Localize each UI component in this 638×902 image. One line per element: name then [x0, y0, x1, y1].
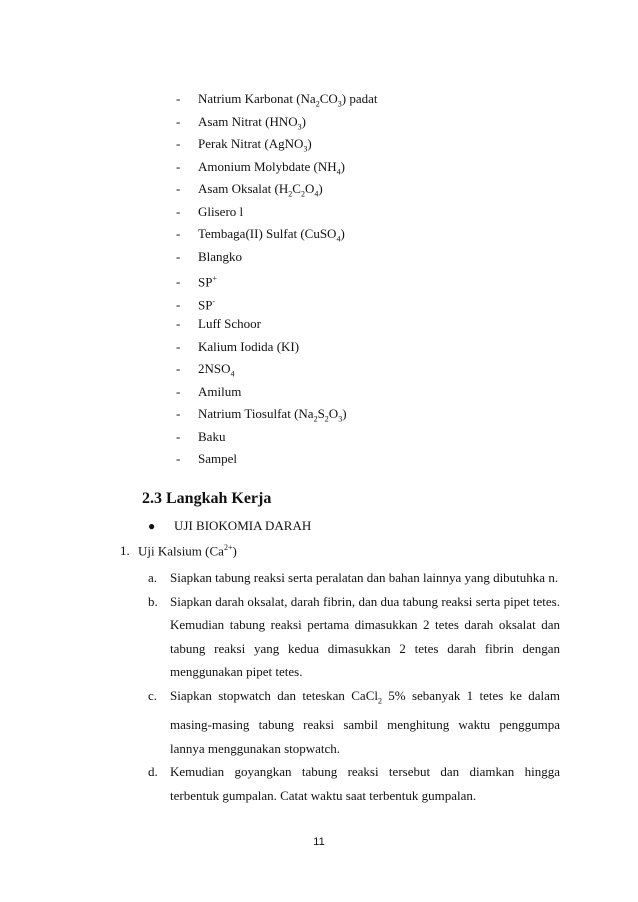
list-item: - Tembaga(II) Sulfat (CuSO$_4$) — [176, 226, 345, 244]
list-item: b. Siapkan darah oksalat, darah fibrin, dan dua tabung reaksi serta pipet tetes. Kemudian tabung reaksi pertama dimasukkan 2 tetes darah oksalat dan tabung reaksi yang kedua dimasukkan 2 tetes darah fibrin dengan menggunakan pipet tetes. — [148, 593, 560, 680]
list-item: - Blangko — [176, 248, 243, 264]
numbered-item: 1. Uji Kalsium $(Ca^{2+})$ — [120, 543, 237, 559]
list-item: - Amonium Molybdate $(NH_4)$ — [176, 158, 345, 177]
list-item: - Sampel — [176, 451, 237, 466]
page-number: 11 — [313, 836, 325, 848]
list-item: - SP- — [176, 296, 216, 312]
list-item: - Natrium Tiosulfat $(Na_2S_2O_3)$ — [176, 406, 347, 424]
list-item: - Baku — [176, 428, 226, 444]
list-item: c. Siapkan stopwatch dan teteskan CaCl$_2$ 5% sebanyak 1 tetes ke dalam masing-masing tabung reaksi sambil menghitung waktu penggumpa lannya menggunakan stopwatch. — [148, 687, 560, 756]
list-item: - Amilum — [176, 383, 242, 399]
list-item: - Luff Schoor — [176, 316, 261, 331]
procedure-steps — [148, 566, 560, 808]
list-item: a. Siapkan tabung reaksi serta peralatan dan bahan lainnya yang dibutuhka n. — [148, 570, 559, 585]
list-item: - Perak Nitrat (AgNO$_3$) — [176, 136, 312, 154]
section-heading: 2.3 Langkah Kerja — [142, 490, 272, 507]
bullet-icon: ● — [148, 519, 156, 533]
list-item: - Kalium Iodida (KI) — [176, 338, 300, 354]
list-item: - Natrium Karbonat $(Na_2CO_3)$ padat — [176, 91, 378, 109]
list-item: - SP+ — [176, 274, 217, 290]
list-item: - Glisero l — [176, 203, 244, 219]
list-item: d. Kemudian goyangkan tabung reaksi tersebut dan diamkan hingga terbentuk gumpalan. Catat waktu saat terbentuk gumpalan. — [148, 764, 560, 803]
materials-list — [176, 88, 377, 471]
list-item: - Asam Oksalat $(H_2C_2O_4)$ — [176, 181, 323, 199]
list-item: - $2NSO_4$ — [176, 361, 235, 379]
list-item: - Asam Nitrat $(HNO_3)$ — [176, 113, 306, 132]
bullet-item: ● UJI BIOKOMIA DARAH — [148, 518, 312, 533]
